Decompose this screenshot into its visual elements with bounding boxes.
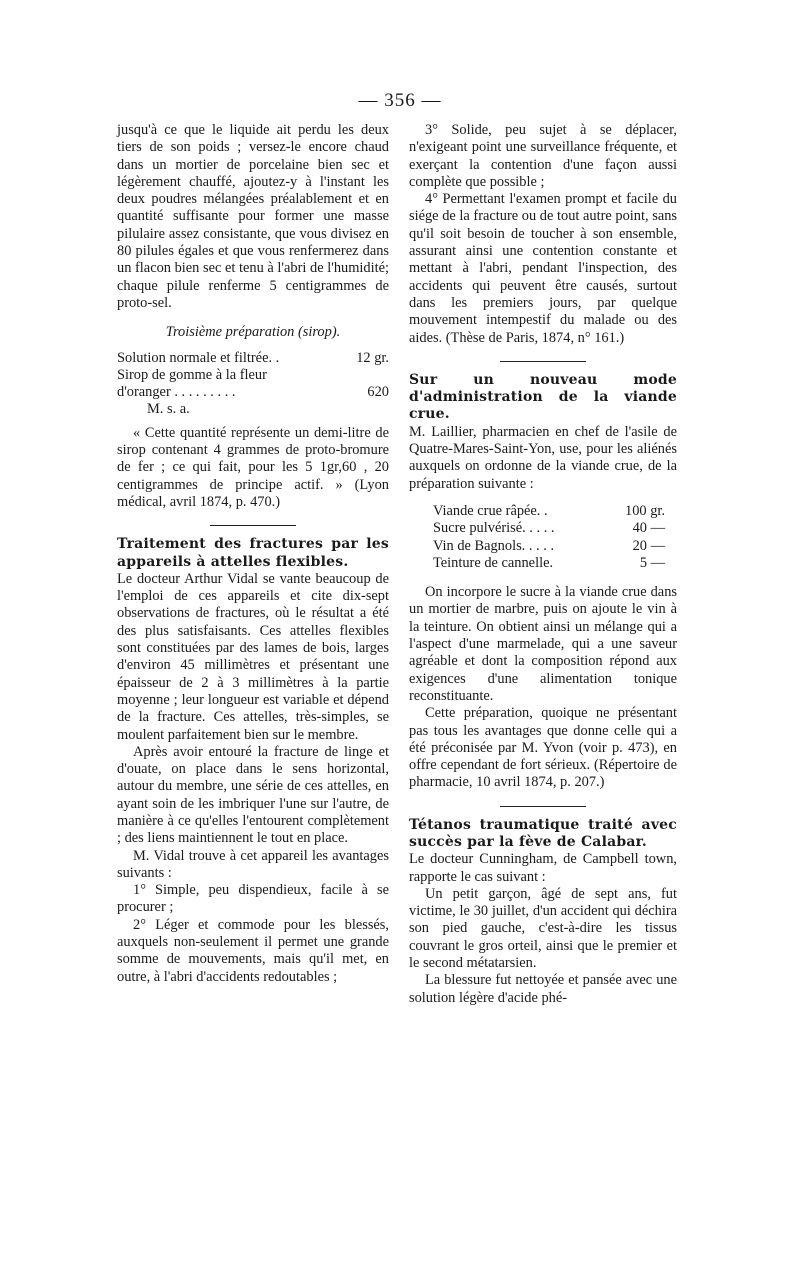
table-row [433, 538, 665, 555]
table-row [433, 520, 665, 537]
section-divider [500, 806, 586, 807]
recipe-row [117, 367, 389, 384]
article-paragraph: M. Laillier, pharmacien en chef de l'asile de Quatre-Mares-Saint-Yon, use, pour les aliénés auxquels on ordonne de la viande crue, de la préparation suivante : [409, 423, 677, 492]
section-subheading: Troisième préparation (sirop). [165, 324, 341, 341]
quote-paragraph: « Cette quantité représente un demi-litre de sirop contenant 4 grammes de proto-bromure de fer ; ce qui fait, pour les 5 1gr,60 , 20 centigrammes de principe actif. » (Lyon médical, avril 1874, p. 470.) [117, 424, 389, 510]
article-title-viande: Sur un nouveau mode d'administration de la viande crue. [409, 371, 677, 423]
ingredient-quantity: 5 — [639, 554, 665, 571]
ingredient-quantity: 100 gr. [625, 502, 665, 519]
article-paragraph: Cette préparation, quoique ne présentant pas tous les avantages que donne celle qui a été préconisée par M. Yvon (voir p. 473), en offre cependant de fort sérieux. (Répertoire de pharmacie, 10 avril 1874, p. 207.) [409, 705, 677, 791]
article-paragraph: M. Vidal trouve à cet appareil les avantages suivants : [117, 847, 389, 881]
article-title-fractures: Traitement des fractures par les appareils à attelles flexibles. [117, 536, 389, 570]
table-row [433, 503, 665, 520]
article-paragraph: Le docteur Arthur Vidal se vante beaucoup de l'emploi de ces appareils et cite dix-sept observations de fractures, où le résultat a été des plus satisfaisants. Ces attelles flexibles sont constituées par des lames de bois, larges d'environ 45 millimètres et présentant une épaisseur de 2 à 3 millimètres à la partie moyenne ; leur longueur est variable et dépend de la fracture. Ces attelles, très-simples, se moulent parfaitement bien sur le membre. [117, 570, 389, 743]
recipe-quantity: 620 [367, 384, 389, 401]
article-paragraph: Un petit garçon, âgé de sept ans, fut victime, le 30 juillet, d'un accident qui déchira son pied gauche, c'est-à-dire les tissus couvrant le gros orteil, ainsi que le premier et le second métatarsien. [409, 885, 677, 972]
ingredient-name: Sucre pulvérisé. . . . . [433, 520, 555, 537]
section-divider [210, 525, 296, 526]
article-paragraph: 2° Léger et commode pour les blessés, auxquels non-seulement il permet une grande somme de mouvements, mais qu'il met, en outre, à l'abri d'accidents redoutables ; [117, 916, 389, 985]
table-row [433, 555, 665, 572]
left-paragraph: jusqu'à ce que le liquide ait perdu les deux tiers de son poids ; versez-le encore chaud dans un mortier de porcelaine bien sec et légèrement chauffé, ajoutez-y à l'instant les deux poudres mélangées préalablement et en quantité suffisante pour former une masse pilulaire assez consistante, que vous divisez en 80 pilules égales et que vous renfermerez dans un flacon bien sec et tenu à l'abri de l'humidité; chaque pilule renferme 5 centigrammes de proto-sel. [117, 122, 389, 311]
recipe-ingredient: d'oranger . . . . . . . . . [117, 384, 236, 401]
ingredient-quantity: 40 — [632, 520, 665, 537]
recipe-ingredient: Solution normale et filtrée. . [117, 349, 280, 366]
article-paragraph: La blessure fut nettoyée et pansée avec une solution légère d'acide phé- [409, 972, 677, 1006]
syrup-recipe [117, 350, 389, 419]
article-paragraph: Après avoir entouré la fracture de linge et d'ouate, on place dans le sens horizontal, autour du membre, une série de ces attelles, en ayant soin de les imbriquer l'une sur l'autre, de manière à ce qu'elles l'entourent complètement ; des liens maintiennent le tout en place. [117, 743, 389, 847]
article-paragraph: 4° Permettant l'examen prompt et facile du siége de la fracture ou de tout autre point, sans qu'il soit besoin de toucher à son ensemble, assurant ainsi une contention constante et mettant à l'abri, pendant l'inspection, des accidents qui peuvent être causés, surtout dans les premiers jours, par quelque mouvement intempestif du malade ou des aides. (Thèse de Paris, 1874, n° 161.) [409, 191, 677, 346]
article-paragraph: On incorpore le sucre à la viande crue dans un mortier de marbre, puis on ajoute le vin à la teinture. On obtient ainsi un mélange qui a l'aspect d'une marmelade, qui a une saveur agréable et dont la composition répond aux exigences d'une alimentation tonique reconstituante. [409, 584, 677, 704]
article-paragraph: 1° Simple, peu dispendieux, facile à se procurer ; [117, 882, 389, 916]
article-paragraph: 3° Solide, peu sujet à se déplacer, n'exigeant point une surveillance fréquente, et exerçant la contention d'une façon aussi complète que possible ; [409, 122, 677, 190]
article-paragraph: Le docteur Cunningham, de Campbell town, rapporte le cas suivant : [409, 851, 677, 885]
ingredient-name: Viande crue râpée. . [433, 502, 548, 519]
recipe-quantity: 12 gr. [356, 349, 389, 366]
recipe-ingredient: Sirop de gomme à la fleur [117, 366, 267, 383]
ingredient-name: Vin de Bagnols. . . . . [433, 537, 555, 554]
page-number: — 356 — [358, 90, 442, 111]
left-column [117, 122, 389, 986]
right-column [409, 122, 677, 1007]
recipe-row [117, 350, 389, 367]
article-title-tetanos: Tétanos traumatique traité avec succès par la fève de Calabar. [409, 816, 677, 850]
recipe-row [117, 384, 389, 401]
ingredient-quantity: 20 — [632, 537, 665, 554]
ingredients-table [433, 503, 665, 572]
section-divider [500, 361, 586, 362]
ingredient-name: Teinture de cannelle. [433, 554, 554, 571]
recipe-instruction: M. s. a. [147, 401, 190, 418]
